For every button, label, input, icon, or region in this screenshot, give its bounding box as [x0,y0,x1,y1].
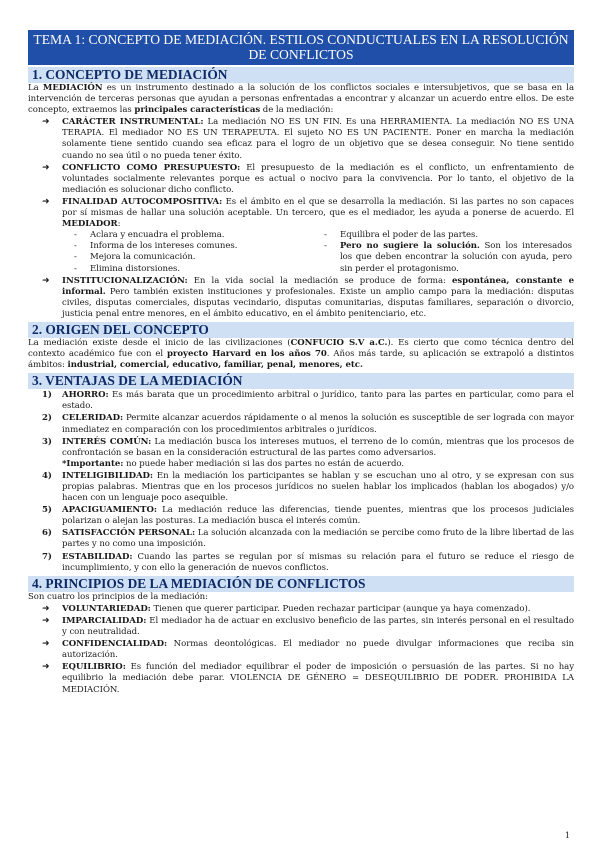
arrow-icon: ➜ [42,615,50,626]
item-title: IMPARCIALIDAD: [62,615,147,626]
item-title: INTELIGIBILIDAD: [62,470,154,481]
section-heading-4: 4. PRINCIPIOS DE LA MEDIACIÓN DE CONFLICTOS [28,576,574,592]
item-number: 1) [42,390,52,401]
item-text: La solución alcanzada con la mediación se percibe como fruto de la libre libertad de las partes y no como una imposición. [62,528,574,550]
text: ). Es cierto que como técnica dentro del contexto académico fue con el [28,337,574,360]
dash: - [74,241,77,252]
ventaja-item [28,552,574,574]
ventaja-item [28,390,574,412]
text-bold: proyecto Harvard en los años 70 [167,349,327,360]
item-text: En la vida social la mediación se produce de forma: [187,275,452,286]
text: Mejora la comunicación. [90,252,196,263]
page-number: 1 [564,831,570,840]
text: Aclara y encuadra el problema. [90,230,225,241]
text: Equilibra el poder de las partes. [340,230,479,241]
section-heading-1: 1. CONCEPTO DE MEDIACIÓN [28,67,574,83]
principio-item [28,662,574,695]
text: La [28,83,43,93]
functions-right [324,230,574,274]
document-page [28,30,574,696]
list-item-finalidad [28,197,574,230]
item-text: El presupuesto de la mediación es el conflicto, un enfrentamiento de voluntades socialmente relevantes porque es actual o nocivo para la convivencia. Por lo tanto, el objetivo de la mediación es solucionar dicho conflicto. [62,162,574,195]
item-title: INTERÉS COMÚN: [62,436,152,447]
item-title: AHORRO: [62,390,109,401]
item-text: Cuando las partes se regulan por sí mismas su relación para el futuro se reduce el riesgo de incumplimiento, y con ello la generación de nuevos conflictos. [62,551,574,573]
text-bold: CONFUCIO S.V a.C. [290,337,388,348]
item-title: CONFLICTO COMO PRESUPUESTO: [62,162,241,173]
list-item-conflicto [28,163,574,196]
text: Informa de los intereses comunes. [90,241,238,252]
list-item-caracter-instrumental [28,117,574,161]
text-bold: *Importante: [62,458,124,469]
dash: - [74,252,77,263]
item-text: El mediador ha de actuar en exclusivo beneficio de las partes, sin interés personal en el resultado y con neutralidad. [62,615,574,638]
item-number: 4) [42,470,52,481]
ventaja-item [28,471,574,504]
paragraph-origen [28,338,574,371]
item-title: VOLUNTARIEDAD: [62,603,151,614]
arrow-icon: ➜ [42,117,50,128]
ventaja-item [28,437,574,470]
paragraph-intro [28,83,574,116]
item-text: La mediación reduce las diferencias, tiende puentes, mientras que los procesos judiciales polarizan o alejan las posturas. La mediación busca el interés común. [62,505,574,527]
item-text: En la mediación los participantes se hablan y se escuchan uno al otro, y se expresan con sus propias palabras. Mientras que en los procesos jurídicos no suelen hablar los implicados (hablan los abogados) y/o hacen con un lenguaje poco asequible. [62,470,574,504]
principio-item [28,639,574,661]
text: Elimina distorsiones. [90,263,180,274]
item-title: FINALIDAD AUTOCOMPOSITIVA: [62,196,223,207]
arrow-icon: ➜ [42,196,50,207]
text-bold: espontánea, constante e informal. [62,275,574,297]
text-bold: Pero no sugiere la solución. [340,241,480,252]
arrow-icon: ➜ [42,662,50,673]
term-mediador: MEDIADOR [62,219,118,230]
item-title: CARÁCTER INSTRUMENTAL: [62,117,204,128]
dash: - [74,230,77,241]
text: : [117,219,121,230]
item-text: Pero también existen instituciones y profesionales. Existe un amplio campo para la mediación: disputas civiles, disputas comerciales, disputas vecindario, disputas comunitarias, disputas familiares, separación o divorcio, justicia penal entre menores, en el ámbito educativo, en el ámbito penitenciario, etc. [62,286,574,319]
arrow-icon: ➜ [42,275,50,286]
item-text: La mediación NO ES UN FIN. Es una HERRAMIENTA. La mediación NO ES UNA TERAPIA. El mediador NO ES UN TERAPEUTA. El sujeto NO ES UN PACIENTE. Poner en marcha la mediación solamente tiene sentido cuando sea eficaz para el logro de un objetivo que se desea conseguir. No tiene sentido cuando no sea útil o no pueda tener éxito. [62,117,574,161]
term-mediacion: MEDIACIÓN [42,83,103,93]
function-item [74,230,324,241]
dash: - [324,241,327,252]
item-text: La mediación busca los intereses mutuos, el terreno de lo común, mientras que los procesos de confrontación se basan en la consideración estructural de las partes como adversarios. [62,436,574,458]
function-item [324,241,574,274]
function-item [74,252,324,263]
arrow-icon: ➜ [42,162,50,173]
item-title: CELERIDAD: [62,413,124,424]
dash: - [324,230,327,241]
item-number: 6) [42,528,52,539]
paragraph-principios: Son cuatro los principios de la mediación: [28,591,208,602]
principio-item [28,616,574,638]
text-bold: industrial, comercial, educativo, familiar, penal, menores, etc. [67,360,363,371]
item-title: INSTITUCIONALIZACIÓN: [62,275,188,286]
principio-item [28,604,574,615]
text: es un instrumento destinado a la solución de los conflictos sociales e intersubjetivos, que se basa en la intervención de terceras personas que ayudan a personas enfrentadas a encontrar y alcanzar un acuerdo entre ellos. De este concepto, extraemos las [28,83,575,116]
function-item [324,230,574,241]
item-title: SATISFACCIÓN PERSONAL: [62,528,196,539]
item-title: ESTABILIDAD: [62,551,133,562]
item-number: 7) [42,551,52,562]
functions-left [74,230,324,274]
text: de la mediación: [260,105,334,116]
item-title: APACIGUAMIENTO: [62,505,157,516]
text: La mediación existe desde el inicio de las civilizaciones ( [28,337,291,348]
item-text: Normas deontológicas. El mediador no puede divulgar informaciones que reciba sin autorización. [62,639,574,661]
item-text: Es el ámbito en el que se desarrolla la mediación. Si las partes no son capaces por sí mismas de hallar una solución aceptable. Un tercero, que es el mediador, les ayuda a ponerse de acuerdo. El [62,196,574,219]
section-heading-2: 2. ORIGEN DEL CONCEPTO [28,322,574,338]
item-number: 2) [42,413,52,424]
text: Son los interesados los que deben encontrar la solución con ayuda, pero sin perder el protagonismo. [340,241,573,274]
function-item [74,241,324,252]
item-text: Tienen que querer participar. Pueden rechazar participar (aunque ya haya comenzado). [150,603,531,614]
document-title: TEMA 1: CONCEPTO DE MEDIACIÓN. ESTILOS CONDUCTUALES EN LA RESOLUCIÓN DE CONFLICTOS [28,30,574,65]
section-heading-3: 3. VENTAJAS DE LA MEDIACIÓN [28,373,574,389]
item-text: Es más barata que un procedimiento arbitral o jurídico, tanto para las partes en particular, como para el estado. [62,390,574,412]
item-text: no puede haber mediación si las dos partes no están de acuerdo. [123,458,405,469]
ventaja-item [28,413,574,435]
item-title: EQUILIBRIO: [62,662,126,673]
term-caracteristicas: principales características [134,105,261,116]
item-text: Permite alcanzar acuerdos rápidamente o al menos la solución es susceptible de ser lograda con mayor inmediatez en comparación con los procedimientos arbitrales o jurídicos. [62,413,574,435]
item-number: 3) [42,436,52,447]
ventaja-item [28,505,574,527]
list-item-institucionalizacion [28,276,574,320]
dash: - [74,263,77,274]
mediator-functions [28,230,574,274]
text: . Años más tarde, su aplicación se extrapoló a distintos ámbitos: [28,349,574,371]
ventaja-item [28,528,574,550]
arrow-icon: ➜ [42,603,50,614]
function-item [74,264,324,275]
item-title: CONFIDENCIALIDAD: [62,639,168,650]
item-text: Es función del mediador equilibrar el poder de imposición o persuasión de las partes. Si no hay equilibrio la mediación debe parar. VIOLENCIA DE GÉNERO = DESEQUILIBRIO DE PODER. PROHIBIDA LA MEDIACIÓN. [62,662,574,695]
arrow-icon: ➜ [42,639,50,650]
item-number: 5) [42,505,52,516]
